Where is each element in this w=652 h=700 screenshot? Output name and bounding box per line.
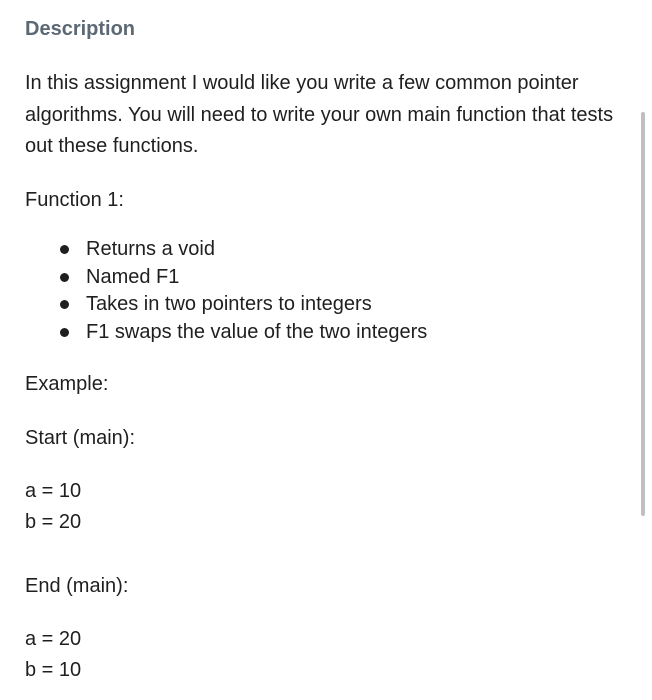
list-item-text: Returns a void	[86, 238, 215, 260]
bullet-icon	[60, 328, 69, 337]
list-item	[25, 264, 427, 292]
list-item	[25, 291, 427, 319]
start-value-b: b = 20	[25, 511, 82, 533]
start-label: Start (main):	[25, 427, 136, 449]
bullet-icon	[60, 273, 69, 282]
end-label: End (main):	[25, 575, 129, 597]
bullet-icon	[60, 245, 69, 254]
list-item	[25, 319, 427, 347]
bullet-icon	[60, 300, 69, 309]
list-item-text: Takes in two pointers to integers	[86, 293, 372, 315]
start-value-a: a = 10	[25, 480, 82, 502]
list-item-text: F1 swaps the value of the two integers	[86, 320, 428, 343]
intro-paragraph: In this assignment I would like you write a few common pointer algorithms. You will need to write your own main function that tests out these functions.	[25, 72, 614, 157]
list-item-text: Named F1	[86, 265, 180, 288]
example-label: Example:	[25, 373, 109, 395]
end-value-b: b = 10	[25, 659, 82, 681]
requirements-list	[25, 236, 427, 346]
vertical-scrollbar[interactable]	[641, 112, 645, 516]
section-heading: Description	[25, 18, 136, 40]
end-value-a: a = 20	[25, 628, 82, 650]
function-label: Function 1:	[25, 189, 124, 211]
list-item	[25, 236, 427, 264]
